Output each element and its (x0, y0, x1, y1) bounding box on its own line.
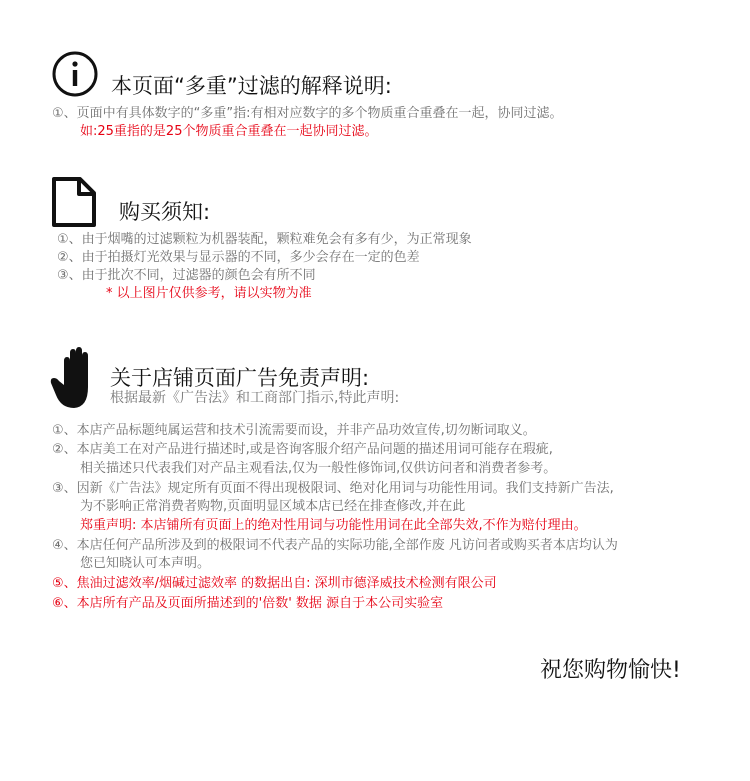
purchase-notice-disclaimer: * 以上图片仅供参考，请以实物为准 (106, 286, 312, 301)
document-icon (51, 176, 97, 228)
ad-disclaimer-line-10: ⑥、本店所有产品及页面所描述到的'倍数' 数据 源自于本公司实验室 (52, 596, 444, 611)
purchase-notice-line-3: ③、由于批次不同，过滤器的颜色会有所不同 (57, 268, 316, 283)
multi-filter-line-1: ①、页面中有具体数字的“多重”指:有相对应数字的多个物质重合重叠在一起，协同过滤。 (52, 106, 563, 121)
purchase-notice-line-2: ②、由于拍摄灯光效果与显示器的不同，多少会存在一定的色差 (57, 250, 420, 265)
ad-disclaimer-line-7: ④、本店任何产品所涉及到的极限词不代表产品的实际功能,全部作废 凡访问者或购买者本店均认为 (52, 538, 618, 553)
section-title-multi-filter: 本页面“多重”过滤的解释说明: (111, 74, 392, 98)
multi-filter-example: 如:25重指的是25个物质重合重叠在一起协同过滤。 (80, 124, 378, 139)
closing-message: 祝您购物愉快! (540, 658, 681, 683)
purchase-notice-line-1: ①、由于烟嘴的过滤颗粒为机器装配，颗粒难免会有多有少，为正常现象 (57, 232, 472, 247)
ad-disclaimer-line-3: 相关描述只代表我们对产品主观看法,仅为一般性修饰词,仅供访问者和消费者参考。 (80, 461, 557, 476)
section-title-ad-disclaimer: 关于店铺页面广告免责声明: (110, 366, 370, 390)
ad-disclaimer-line-1: ①、本店产品标题纯属运营和技术引流需要而设，并非产品功效宣传,切勿断词取义。 (52, 423, 536, 438)
hand-stop-icon (50, 347, 98, 409)
ad-disclaimer-line-8: 您已知晓认可本声明。 (80, 556, 211, 571)
ad-disclaimer-line-9: ⑤、焦油过滤效率/烟碱过滤效率 的数据出自: 深圳市德泽威技术检测有限公司 (52, 576, 497, 591)
info-icon (52, 51, 98, 97)
ad-disclaimer-line-5: 为不影响正常消费者购物,页面明显区域本店已经在排查修改,并在此 (80, 499, 466, 514)
section-title-purchase-notice: 购买须知: (119, 200, 211, 224)
ad-disclaimer-subtitle: 根据最新《广告法》和工商部门指示,特此声明: (110, 390, 400, 406)
ad-disclaimer-line-2: ②、本店美工在对产品进行描述时,或是咨询客服介绍产品问题的描述用词可能存在瑕疵, (52, 442, 553, 457)
ad-disclaimer-line-4: ③、因新《广告法》规定所有页面不得出现极限词、绝对化用词与功能性用词。我们支持新广告法, (52, 481, 614, 496)
ad-disclaimer-solemn-statement: 郑重声明: 本店铺所有页面上的绝对性用词与功能性用词在此全部失效,不作为赔付理由。 (80, 518, 587, 533)
